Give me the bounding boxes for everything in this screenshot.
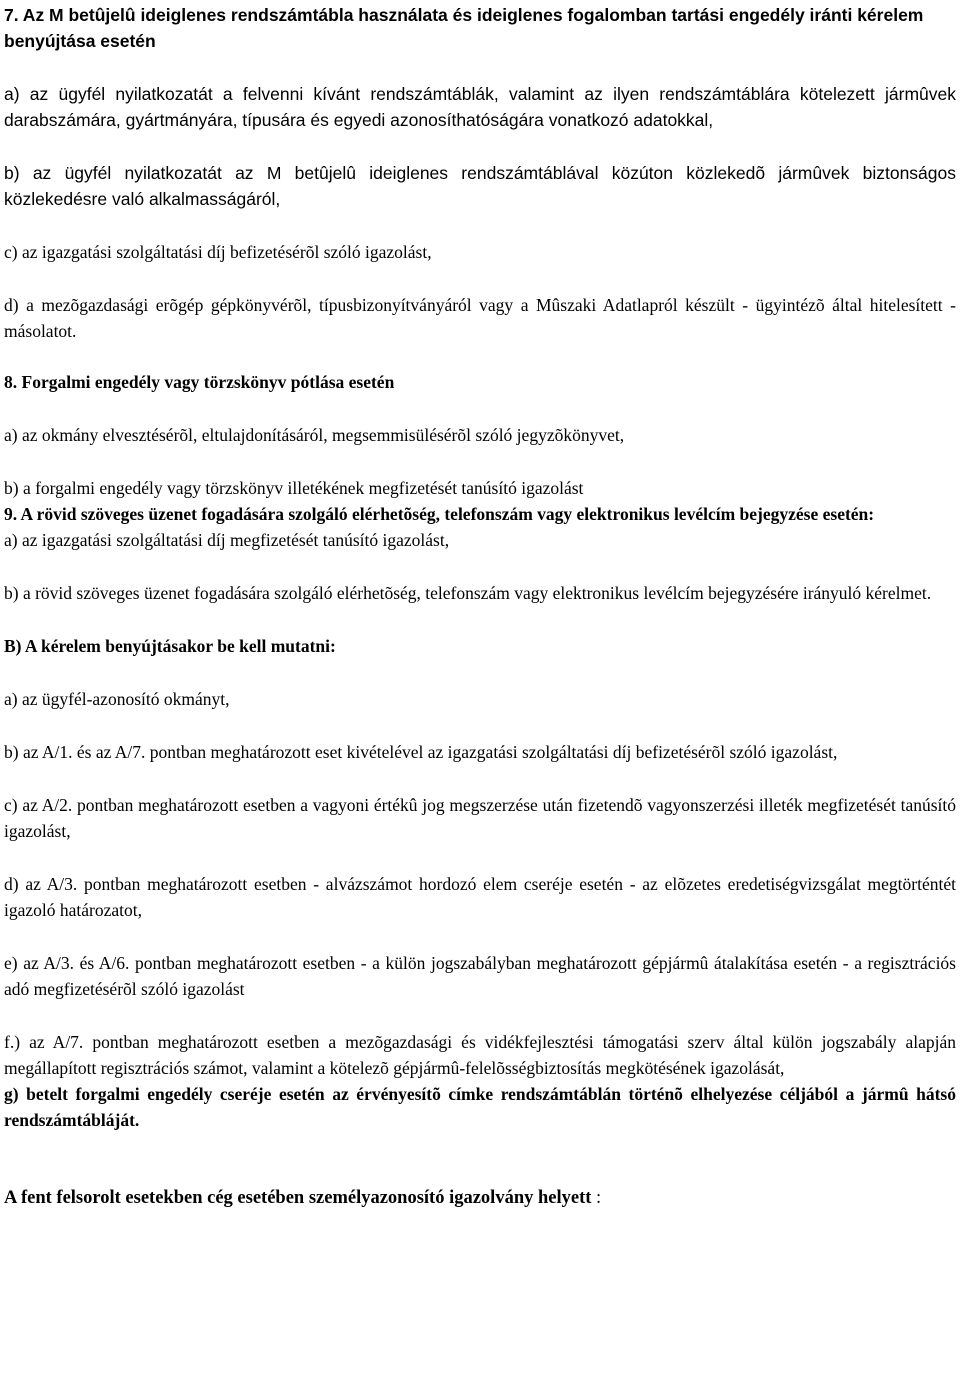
section-8-item-a: a) az okmány elvesztésérõl, eltulajdonításáról, megsemmisülésérõl szóló jegyzõkönyvet, xyxy=(4,425,625,445)
section-7-heading: 7. Az M betûjelû ideiglenes rendszámtábla használata és ideiglenes fogalomban tartási engedély iránti kérelem benyújtása esetén xyxy=(4,5,924,51)
document-page xyxy=(4,0,956,1230)
section-b-item-b: b) az A/1. és az A/7. pontban meghatározott eset kivételével az igazgatási szolgáltatási díj befizetésérõl szóló igazolást, xyxy=(4,742,838,762)
section-9-item-a: a) az igazgatási szolgáltatási díj megfizetését tanúsító igazolást, xyxy=(4,530,450,550)
section-b-item-c: c) az A/2. pontban meghatározott esetben a vagyoni értékû jog megszerzése után fizetendõ vagyonszerzési illeték megfizetését tanúsító igazolást, xyxy=(4,795,956,841)
section-8-item-b: b) a forgalmi engedély vagy törzskönyv illetékének megfizetését tanúsító igazolást xyxy=(4,478,584,498)
section-9-item-b: b) a rövid szöveges üzenet fogadására szolgáló elérhetõség, telefonszám vagy elektronikus levélcím bejegyzésére irányuló kérelmet. xyxy=(4,583,932,603)
section-7-item-d: d) a mezõgazdasági erõgép gépkönyvérõl, típusbizonyítványáról vagy a Mûszaki Adatlapról készült - ügyintézõ által hitelesített - másolatot. xyxy=(4,295,956,341)
section-7-item-c: c) az igazgatási szolgáltatási díj befizetésérõl szóló igazolást, xyxy=(4,242,432,262)
section-b-item-f: f.) az A/7. pontban meghatározott esetben a mezõgazdasági és vidékfejlesztési támogatási szerv által külön jogszabály alapján megállapított regisztrációs számot, valamint a kötelezõ gépjármû-felelõsségbiztosítás megkötésének igazolását, xyxy=(4,1032,956,1078)
final-statement xyxy=(4,1185,956,1211)
section-7-item-a: a) az ügyfél nyilatkozatát a felvenni kívánt rendszámtáblák, valamint az ilyen rendszámtáblára kötelezett jármûvek darabszámára, gyártmányára, típusára és egyedi azonosíthatóságára vonatkozó adatokkal, xyxy=(4,84,956,130)
section-b-heading: B) A kérelem benyújtásakor be kell mutatni: xyxy=(4,636,336,656)
final-statement-text: A fent felsorolt esetekben cég esetében személyazonosító igazolvány helyett xyxy=(4,1188,592,1208)
section-7-item-b: b) az ügyfél nyilatkozatát az M betûjelû ideiglenes rendszámtáblával közúton közlekedõ jármûvek biztonságos közlekedésre való alkalmasságáról, xyxy=(4,163,956,209)
final-statement-suffix: : xyxy=(591,1188,602,1208)
section-b-item-e: e) az A/3. és A/6. pontban meghatározott esetben - a külön jogszabályban meghatározott gépjármû átalakítása esetén - a regisztrációs adó megfizetésérõl szóló igazolást xyxy=(4,953,956,999)
section-b-item-d: d) az A/3. pontban meghatározott esetben - alvázszámot hordozó elem cseréje esetén - az elõzetes eredetiségvizsgálat megtörténtét igazoló határozatot, xyxy=(4,874,956,920)
section-b-item-a: a) az ügyfél-azonosító okmányt, xyxy=(4,689,230,709)
section-8-heading: 8. Forgalmi engedély vagy törzskönyv pótlása esetén xyxy=(4,372,395,392)
section-9-heading: 9. A rövid szöveges üzenet fogadására szolgáló elérhetõség, telefonszám vagy elektronikus levélcím bejegyzése esetén: xyxy=(4,504,875,524)
section-b-item-g: g) betelt forgalmi engedély cseréje esetén az érvényesítõ címke rendszámtáblán történõ elhelyezése céljából a jármû hátsó rendszámtábláját. xyxy=(4,1084,956,1130)
